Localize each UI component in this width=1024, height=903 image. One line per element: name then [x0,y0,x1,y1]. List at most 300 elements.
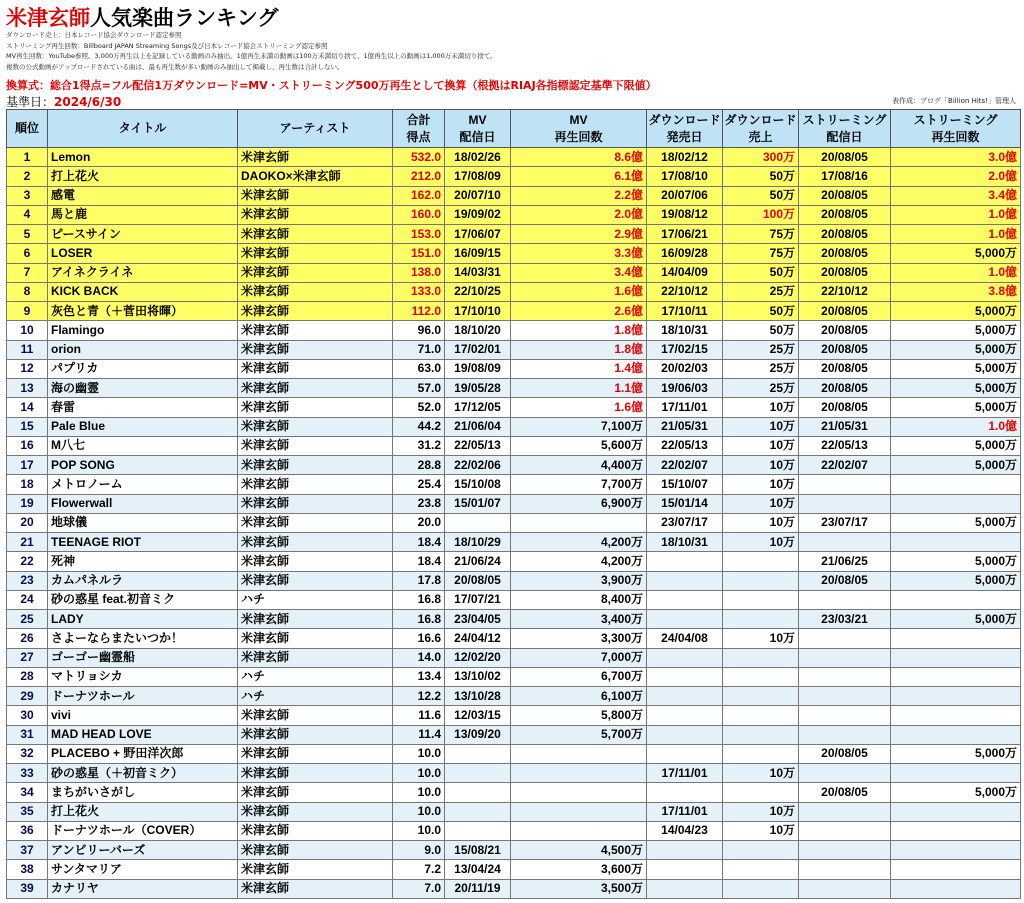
table-row [7,879,1021,898]
cell-mv-date: 13/04/24 [445,860,511,879]
cell-mv-date: 19/09/02 [445,205,511,224]
cell-title: まちがいさがし [48,783,238,802]
cell-st-date [799,860,891,879]
cell-st-date [799,648,891,667]
cell-st-plays [891,687,1021,706]
cell-mv-date: 21/06/24 [445,552,511,571]
cell-title: カナリヤ [48,879,238,898]
cell-score: 57.0 [393,379,445,398]
table-row [7,821,1021,840]
cell-st-date: 23/03/21 [799,610,891,629]
cell-mv-date: 21/06/04 [445,417,511,436]
header-score: 合計 得点 [393,110,445,148]
cell-st-date: 20/08/05 [799,225,891,244]
cell-title: Lemon [48,148,238,167]
cell-dl-sales [723,725,799,744]
cell-score: 7.2 [393,860,445,879]
cell-rank: 38 [7,860,48,879]
table-row [7,667,1021,686]
cell-rank: 34 [7,783,48,802]
cell-mv-date: 23/04/05 [445,610,511,629]
cell-rank: 12 [7,359,48,378]
cell-mv-plays: 3,900万 [511,571,647,590]
table-row [7,340,1021,359]
cell-artist: 米津玄師 [238,436,393,455]
cell-mv-plays: 7,700万 [511,475,647,494]
header-title: タイトル [48,110,238,148]
cell-rank: 17 [7,456,48,475]
cell-score: 9.0 [393,841,445,860]
cell-mv-date: 17/02/01 [445,340,511,359]
ranking-table [6,109,1021,899]
cell-dl-date: 23/07/17 [647,513,723,532]
table-row [7,475,1021,494]
cell-dl-sales [723,648,799,667]
cell-rank: 6 [7,244,48,263]
cell-mv-date: 15/08/21 [445,841,511,860]
cell-title: サンタマリア [48,860,238,879]
cell-title: KICK BACK [48,282,238,301]
cell-mv-plays: 6,100万 [511,687,647,706]
table-row [7,552,1021,571]
cell-dl-sales: 10万 [723,494,799,513]
cell-score: 18.4 [393,552,445,571]
cell-artist: 米津玄師 [238,417,393,436]
cell-st-plays: 5,000万 [891,340,1021,359]
cell-st-plays: 5,000万 [891,436,1021,455]
cell-score: 52.0 [393,398,445,417]
note-mv: MV再生回数：YouTube参照。3,000万再生以上を記録している動画のみ抽出。1億再生未満の動画は100万未満切り捨て、1億再生以上の動画は1,000万未満切り捨て。 [6,52,497,60]
cell-st-plays: 1.0億 [891,417,1021,436]
cell-dl-date: 22/05/13 [647,436,723,455]
cell-st-date: 22/02/07 [799,456,891,475]
cell-st-plays: 5,000万 [891,610,1021,629]
cell-st-date [799,667,891,686]
cell-mv-plays: 6,900万 [511,494,647,513]
cell-artist: 米津玄師 [238,456,393,475]
cell-rank: 8 [7,282,48,301]
cell-artist: 米津玄師 [238,860,393,879]
cell-artist: 米津玄師 [238,359,393,378]
header-mv-date: MV 配信日 [445,110,511,148]
cell-st-plays: 2.0億 [891,167,1021,186]
table-row [7,860,1021,879]
cell-mv-date: 17/07/21 [445,590,511,609]
cell-mv-plays: 6.1億 [511,167,647,186]
cell-mv-date: 13/09/20 [445,725,511,744]
cell-st-plays [891,860,1021,879]
cell-rank: 27 [7,648,48,667]
cell-st-date: 20/08/05 [799,263,891,282]
cell-mv-plays [511,764,647,783]
base-date [6,93,121,110]
cell-dl-date: 17/11/01 [647,802,723,821]
cell-mv-plays [511,744,647,763]
table-row [7,802,1021,821]
cell-st-date [799,841,891,860]
cell-mv-date: 16/09/15 [445,244,511,263]
cell-dl-sales: 50万 [723,167,799,186]
cell-artist: 米津玄師 [238,533,393,552]
cell-dl-sales [723,841,799,860]
cell-dl-date [647,725,723,744]
cell-score: 7.0 [393,879,445,898]
cell-title: TEENAGE RIOT [48,533,238,552]
cell-rank: 28 [7,667,48,686]
cell-st-plays: 5,000万 [891,379,1021,398]
cell-artist: 米津玄師 [238,783,393,802]
cell-title: 砂の惑星 feat.初音ミク [48,590,238,609]
cell-st-plays [891,667,1021,686]
header-artist: アーティスト [238,110,393,148]
conversion-formula: 換算式：総合1得点=フル配信1万ダウンロード=MV・ストリーミング500万再生として換算（根拠はRIAJ各指標認定基準下限値） [6,79,657,92]
cell-rank: 29 [7,687,48,706]
cell-artist: 米津玄師 [238,764,393,783]
cell-rank: 16 [7,436,48,455]
cell-dl-date: 17/11/01 [647,398,723,417]
cell-dl-sales: 10万 [723,533,799,552]
cell-dl-sales [723,744,799,763]
cell-mv-plays: 6,700万 [511,667,647,686]
cell-dl-sales [723,879,799,898]
table-row [7,244,1021,263]
cell-dl-date: 19/08/12 [647,205,723,224]
cell-score: 11.6 [393,706,445,725]
cell-artist: 米津玄師 [238,302,393,321]
cell-st-date: 20/08/05 [799,744,891,763]
cell-mv-plays: 1.8億 [511,321,647,340]
cell-mv-plays: 1.4億 [511,359,647,378]
cell-artist: 米津玄師 [238,475,393,494]
cell-score: 10.0 [393,802,445,821]
cell-dl-date: 24/04/08 [647,629,723,648]
cell-score: 10.0 [393,744,445,763]
table-row [7,436,1021,455]
cell-rank: 30 [7,706,48,725]
cell-st-plays: 5,000万 [891,244,1021,263]
table-row [7,148,1021,167]
cell-title: カムパネルラ [48,571,238,590]
cell-mv-date: 18/10/20 [445,321,511,340]
cell-artist: 米津玄師 [238,879,393,898]
cell-artist: 米津玄師 [238,398,393,417]
cell-score: 153.0 [393,225,445,244]
cell-dl-date [647,667,723,686]
cell-dl-date: 17/10/11 [647,302,723,321]
cell-rank: 22 [7,552,48,571]
cell-rank: 2 [7,167,48,186]
cell-dl-sales [723,706,799,725]
cell-title: LOSER [48,244,238,263]
cell-dl-date: 18/10/31 [647,321,723,340]
cell-artist: 米津玄師 [238,648,393,667]
cell-mv-plays [511,821,647,840]
table-row [7,629,1021,648]
cell-mv-plays: 1.6億 [511,282,647,301]
cell-dl-date: 20/02/03 [647,359,723,378]
cell-title: 海の幽霊 [48,379,238,398]
cell-st-plays [891,648,1021,667]
cell-st-date [799,821,891,840]
cell-st-plays [891,879,1021,898]
cell-st-date: 20/08/05 [799,398,891,417]
cell-title: ゴーゴー幽霊船 [48,648,238,667]
cell-mv-plays [511,783,647,802]
cell-score: 11.4 [393,725,445,744]
page-title [6,2,278,32]
table-row [7,263,1021,282]
cell-mv-date: 20/08/05 [445,571,511,590]
cell-score: 160.0 [393,205,445,224]
cell-mv-plays [511,802,647,821]
note-download: ダウンロード売上：日本レコード協会ダウンロード認定参照 [6,31,182,39]
cell-mv-date: 13/10/02 [445,667,511,686]
cell-score: 10.0 [393,764,445,783]
cell-mv-date: 18/02/26 [445,148,511,167]
cell-st-date [799,879,891,898]
cell-artist: ハチ [238,667,393,686]
table-row [7,725,1021,744]
cell-dl-sales: 10万 [723,475,799,494]
cell-artist: DAOKO×米津玄師 [238,167,393,186]
cell-artist: 米津玄師 [238,282,393,301]
header-dl-date: ダウンロード 発売日 [647,110,723,148]
cell-score: 44.2 [393,417,445,436]
cell-rank: 5 [7,225,48,244]
cell-st-plays: 3.4億 [891,186,1021,205]
cell-rank: 23 [7,571,48,590]
cell-score: 138.0 [393,263,445,282]
cell-st-date: 21/06/25 [799,552,891,571]
cell-artist: 米津玄師 [238,706,393,725]
cell-score: 25.4 [393,475,445,494]
cell-mv-plays: 2.2億 [511,186,647,205]
table-row [7,648,1021,667]
cell-dl-sales [723,590,799,609]
cell-mv-plays: 3.3億 [511,244,647,263]
note-streaming: ストリーミング再生回数：Billboard JAPAN Streaming Songs及び日本レコード協会ストリーミング認定参照 [6,41,328,50]
cell-st-date [799,629,891,648]
cell-mv-plays: 3.4億 [511,263,647,282]
cell-title: 灰色と青（＋菅田将暉） [48,302,238,321]
cell-st-date: 20/08/05 [799,340,891,359]
table-row [7,167,1021,186]
cell-score: 14.0 [393,648,445,667]
cell-st-plays: 5,000万 [891,744,1021,763]
cell-st-plays [891,494,1021,513]
table-row [7,610,1021,629]
cell-mv-date: 12/02/20 [445,648,511,667]
cell-artist: ハチ [238,687,393,706]
cell-st-plays: 1.0億 [891,205,1021,224]
title-artist: 米津玄師 [6,6,90,30]
cell-score: 112.0 [393,302,445,321]
header-dl-sales: ダウンロード 売上 [723,110,799,148]
cell-dl-date [647,687,723,706]
cell-dl-date: 14/04/09 [647,263,723,282]
cell-st-date: 20/08/05 [799,379,891,398]
cell-dl-sales: 25万 [723,340,799,359]
cell-title: 打上花火 [48,802,238,821]
cell-title: パプリカ [48,359,238,378]
header-mv-plays: MV 再生回数 [511,110,647,148]
cell-dl-sales: 75万 [723,225,799,244]
cell-mv-date: 17/10/10 [445,302,511,321]
cell-score: 13.4 [393,667,445,686]
header-st-date: ストリーミング 配信日 [799,110,891,148]
cell-score: 23.8 [393,494,445,513]
cell-st-date [799,725,891,744]
cell-score: 16.8 [393,610,445,629]
table-row [7,225,1021,244]
source-notes [6,30,497,72]
cell-dl-sales: 10万 [723,764,799,783]
cell-rank: 35 [7,802,48,821]
cell-mv-plays: 4,500万 [511,841,647,860]
cell-score: 71.0 [393,340,445,359]
cell-dl-date: 16/09/28 [647,244,723,263]
cell-title: ドーナツホール（COVER） [48,821,238,840]
cell-st-plays: 3.8億 [891,282,1021,301]
cell-st-plays [891,706,1021,725]
cell-dl-sales [723,552,799,571]
cell-title: vivi [48,706,238,725]
cell-dl-sales: 10万 [723,821,799,840]
cell-mv-plays: 7,100万 [511,417,647,436]
cell-dl-sales: 10万 [723,417,799,436]
cell-st-plays: 3.0億 [891,148,1021,167]
cell-dl-date [647,571,723,590]
cell-rank: 13 [7,379,48,398]
table-row [7,398,1021,417]
cell-mv-date [445,821,511,840]
cell-st-date [799,494,891,513]
cell-mv-plays: 8,400万 [511,590,647,609]
cell-dl-sales: 10万 [723,513,799,532]
cell-dl-date [647,706,723,725]
cell-st-plays: 5,000万 [891,571,1021,590]
cell-score: 133.0 [393,282,445,301]
cell-artist: 米津玄師 [238,571,393,590]
cell-score: 31.2 [393,436,445,455]
table-row [7,783,1021,802]
cell-rank: 31 [7,725,48,744]
cell-title: アンビリーバーズ [48,841,238,860]
cell-dl-sales: 300万 [723,148,799,167]
cell-mv-date: 20/11/19 [445,879,511,898]
cell-dl-date [647,590,723,609]
cell-title: アイネクライネ [48,263,238,282]
cell-rank: 15 [7,417,48,436]
cell-st-date [799,687,891,706]
cell-score: 212.0 [393,167,445,186]
cell-rank: 11 [7,340,48,359]
cell-artist: 米津玄師 [238,494,393,513]
table-row [7,282,1021,301]
cell-artist: 米津玄師 [238,725,393,744]
cell-artist: 米津玄師 [238,186,393,205]
cell-score: 162.0 [393,186,445,205]
cell-st-date: 23/07/17 [799,513,891,532]
cell-title: 感電 [48,186,238,205]
cell-st-date: 21/05/31 [799,417,891,436]
cell-st-date: 20/08/05 [799,244,891,263]
table-row [7,456,1021,475]
cell-rank: 36 [7,821,48,840]
cell-dl-sales: 50万 [723,302,799,321]
cell-dl-date: 22/10/12 [647,282,723,301]
cell-title: 地球儀 [48,513,238,532]
cell-title: LADY [48,610,238,629]
cell-st-plays [891,475,1021,494]
cell-title: 死神 [48,552,238,571]
table-row [7,590,1021,609]
cell-score: 532.0 [393,148,445,167]
cell-dl-date: 20/07/06 [647,186,723,205]
cell-title: 打上花火 [48,167,238,186]
cell-rank: 24 [7,590,48,609]
cell-dl-date [647,648,723,667]
cell-rank: 4 [7,205,48,224]
cell-rank: 3 [7,186,48,205]
cell-mv-date: 14/03/31 [445,263,511,282]
cell-mv-plays: 5,700万 [511,725,647,744]
cell-st-date [799,475,891,494]
cell-dl-sales: 25万 [723,282,799,301]
cell-title: 砂の惑星（＋初音ミク） [48,764,238,783]
cell-title: マトリョシカ [48,667,238,686]
cell-artist: 米津玄師 [238,744,393,763]
cell-rank: 19 [7,494,48,513]
cell-rank: 9 [7,302,48,321]
cell-dl-sales: 10万 [723,456,799,475]
cell-artist: 米津玄師 [238,821,393,840]
cell-dl-date: 21/05/31 [647,417,723,436]
cell-title: M八七 [48,436,238,455]
cell-mv-plays: 2.0億 [511,205,647,224]
table-row [7,186,1021,205]
cell-dl-sales [723,687,799,706]
cell-rank: 37 [7,841,48,860]
cell-rank: 33 [7,764,48,783]
cell-dl-date [647,783,723,802]
cell-st-plays: 5,000万 [891,456,1021,475]
cell-dl-date [647,552,723,571]
cell-st-plays [891,725,1021,744]
cell-st-date [799,764,891,783]
cell-mv-date: 15/01/07 [445,494,511,513]
cell-score: 16.6 [393,629,445,648]
cell-rank: 14 [7,398,48,417]
cell-mv-plays: 5,800万 [511,706,647,725]
cell-dl-sales: 10万 [723,629,799,648]
cell-mv-plays: 1.8億 [511,340,647,359]
cell-dl-sales: 10万 [723,398,799,417]
cell-st-date: 20/08/05 [799,205,891,224]
cell-rank: 18 [7,475,48,494]
cell-st-plays [891,533,1021,552]
cell-score: 18.4 [393,533,445,552]
cell-dl-sales: 25万 [723,379,799,398]
cell-st-plays [891,802,1021,821]
cell-rank: 25 [7,610,48,629]
cell-st-date: 20/08/05 [799,783,891,802]
cell-dl-date: 17/02/15 [647,340,723,359]
cell-artist: 米津玄師 [238,610,393,629]
cell-dl-sales: 10万 [723,802,799,821]
cell-score: 63.0 [393,359,445,378]
cell-mv-date: 17/06/07 [445,225,511,244]
